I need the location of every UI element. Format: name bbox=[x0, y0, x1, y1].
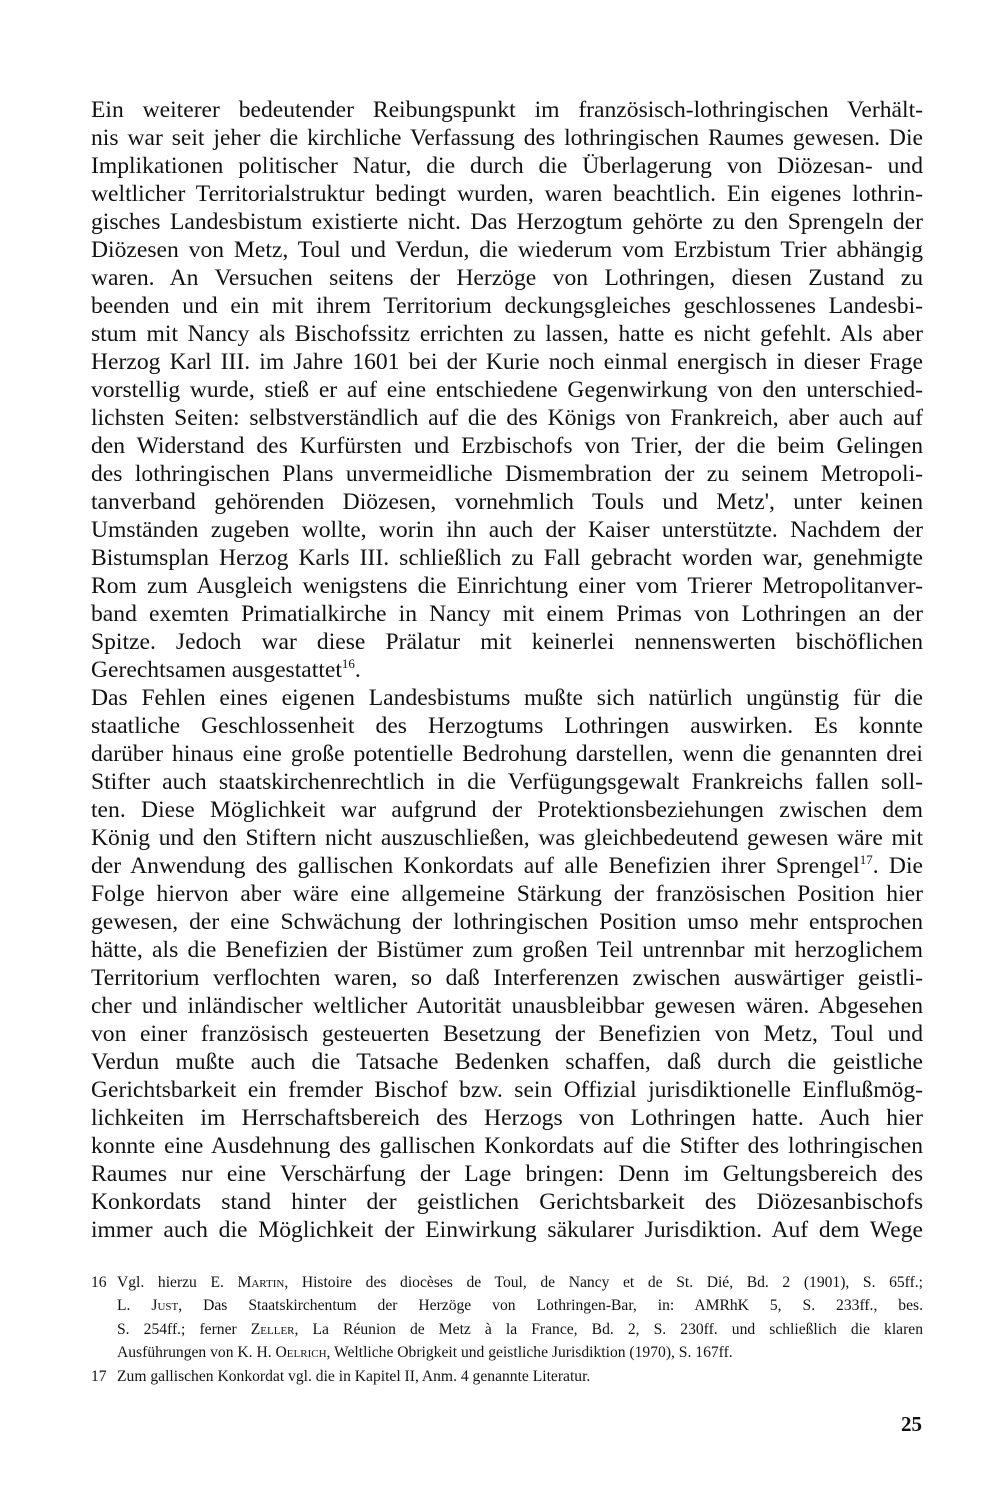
footnotes bbox=[91, 1271, 923, 1388]
author-name: Martin bbox=[237, 1274, 285, 1291]
text-line: Spitze. Jedoch war diese Prälatur mit keinerlei nennenswerten bischöflichen bbox=[91, 629, 923, 655]
footnote-line: Ausführungen von K. H. Oelrich, Weltliche Obrigkeit und geistliche Jurisdiktion (1970), S. 167ff. bbox=[117, 1344, 733, 1362]
footnote-line: Vgl. hierzu E. Martin, Histoire des diocèses de Toul, de Nancy et de St. Dié, Bd. 2 (1901), S. 65ff.; bbox=[117, 1274, 924, 1291]
text-line: Raumes nur eine Verschärfung der Lage bringen: Denn im Geltungsbereich des bbox=[91, 1161, 923, 1187]
author-name: Zeller bbox=[250, 1320, 295, 1338]
footnote-line: L. Just, Das Staatskirchentum der Herzöge von Lothringen-Bar, in: AMRhK 5, S. 233ff., bes. bbox=[117, 1297, 923, 1315]
text-line: der Anwendung des gallischen Konkordats auf alle Benefizien ihrer Sprengel$^{17}$. Die bbox=[91, 852, 923, 879]
text-line: beenden und ein mit ihrem Territorium deckungsgleiches geschlossenes Landesbi- bbox=[91, 293, 923, 319]
paragraph-1 bbox=[91, 96, 923, 684]
text-line: weltlicher Territorialstruktur bedingt wurden, waren beachtlich. Ein eigenes lothrin- bbox=[91, 181, 923, 207]
text-line: lichkeiten im Herrschaftsbereich des Herzogs von Lothringen hatte. Auch hier bbox=[91, 1105, 923, 1131]
text-line: Rom zum Ausgleich wenigstens die Einrichtung einer vom Trierer Metropolitanver- bbox=[91, 573, 923, 599]
text-line: Territorium verflochten waren, so daß Interferenzen zwischen auswärtiger geistli- bbox=[91, 965, 923, 991]
text-line: Das Fehlen eines eigenen Landesbistums mußte sich natürlich ungünstig für die bbox=[91, 685, 923, 711]
text-line: Verdun mußte auch die Tatsache Bedenken schaffen, daß durch die geistliche bbox=[91, 1049, 923, 1075]
text-line: lichsten Seiten: selbstverständlich auf die des Königs von Frankreich, aber auch auf bbox=[91, 405, 923, 431]
text-line: Stifter auch staatskirchenrechtlich in die Verfügungsgewalt Frankreichs fallen soll- bbox=[91, 769, 923, 795]
text-line: cher und inländischer weltlicher Autorität unausbleibbar gewesen wären. Abgesehen bbox=[91, 993, 923, 1019]
text-line: ten. Diese Möglichkeit war aufgrund der Protektionsbeziehungen zwischen dem bbox=[91, 797, 923, 823]
author-name: Oelrich bbox=[275, 1344, 327, 1362]
text-line: hätte, als die Benefizien der Bistümer zum großen Teil untrennbar mit herzoglichem bbox=[91, 937, 923, 963]
footnote-line: Zum gallischen Konkordat vgl. die in Kapitel II, Anm. 4 genannte Literatur. bbox=[117, 1367, 591, 1385]
text-line: darüber hinaus eine große potentielle Bedrohung darstellen, wenn die genannten drei bbox=[91, 741, 923, 767]
footnote-ref[interactable]: 16 bbox=[341, 656, 355, 671]
text-line: Gerechtsamen ausgestattet$^{16}$. bbox=[91, 656, 361, 683]
footnote-text bbox=[117, 1365, 923, 1388]
text-line: immer auch die Möglichkeit der Einwirkung säkularer Jurisdiktion. Auf dem Wege bbox=[91, 1217, 923, 1243]
main-text bbox=[91, 96, 923, 1244]
text-line: gewesen, der eine Schwächung der lothringischen Position umso mehr entsprochen bbox=[91, 909, 923, 935]
text-line: vorstellig wurde, stieß er auf eine entschiedene Gegenwirkung von den unterschied- bbox=[91, 377, 923, 403]
text-line: Herzog Karl III. im Jahre 1601 bei der Kurie noch einmal energisch in dieser Frage bbox=[91, 349, 923, 375]
author-name: Just bbox=[151, 1297, 179, 1315]
text-line: Ein weiterer bedeutender Reibungspunkt im französisch-lothringischen Verhält- bbox=[91, 97, 923, 123]
text-line: Diözesen von Metz, Toul und Verdun, die wiederum vom Erzbistum Trier abhängig bbox=[91, 237, 923, 263]
text-line: nis war seit jeher die kirchliche Verfassung des lothringischen Raumes gewesen. Die bbox=[91, 125, 923, 151]
text-line: Umständen zugeben wollte, worin ihn auch der Kaiser unterstützte. Nachdem der bbox=[91, 517, 923, 543]
footnote-ref[interactable]: 17 bbox=[859, 852, 873, 867]
text-line: Gerichtsbarkeit ein fremder Bischof bzw. sein Offizial jurisdiktionelle Einflußmög- bbox=[91, 1077, 923, 1103]
footnote-16 bbox=[91, 1271, 923, 1365]
text-line: konnte eine Ausdehnung des gallischen Konkordats auf die Stifter des lothringischen bbox=[91, 1133, 923, 1159]
page-number: 25 bbox=[901, 1412, 922, 1436]
text-line: staatliche Geschlossenheit des Herzogtums Lothringen auswirken. Es konnte bbox=[91, 713, 923, 739]
text-line: Bistumsplan Herzog Karls III. schließlich zu Fall gebracht worden war, genehmigte bbox=[91, 545, 923, 571]
text-line: Konkordats stand hinter der geistlichen Gerichtsbarkeit des Diözesanbischofs bbox=[91, 1189, 923, 1215]
text-line: von einer französisch gesteuerten Besetzung der Benefizien von Metz, Toul und bbox=[91, 1021, 923, 1047]
footnote-line: S. 254ff.; ferner Zeller, La Réunion de Metz à la France, Bd. 2, S. 230ff. und schließlich die klaren bbox=[117, 1320, 923, 1338]
text-line: tanverband gehörenden Diözesen, vornehmlich Touls und Metz', unter keinen bbox=[91, 489, 923, 515]
footnote-number: 17 bbox=[91, 1367, 107, 1385]
footnote-17 bbox=[91, 1365, 923, 1388]
text-line: den Widerstand des Kurfürsten und Erzbischofs von Trier, der die beim Gelingen bbox=[91, 433, 923, 459]
text-line: gisches Landesbistum existierte nicht. Das Herzogtum gehörte zu den Sprengeln der bbox=[91, 209, 923, 235]
footnote-text bbox=[117, 1271, 923, 1365]
paragraph-2 bbox=[91, 684, 923, 1244]
footnote-number: 16 bbox=[91, 1274, 107, 1291]
text-line: stum mit Nancy als Bischofssitz errichten zu lassen, hatte es nicht gefehlt. Als aber bbox=[91, 321, 923, 347]
text-line: band exemten Primatialkirche in Nancy mit einem Primas von Lothringen an der bbox=[91, 601, 923, 627]
text-line: des lothringischen Plans unvermeidliche Dismembration der zu seinem Metropoli- bbox=[91, 461, 923, 487]
text-line: König und den Stiftern nicht auszuschließen, was gleichbedeutend gewesen wäre mit bbox=[91, 825, 923, 851]
text-line: waren. An Versuchen seitens der Herzöge von Lothringen, diesen Zustand zu bbox=[91, 265, 923, 291]
text-line: Implikationen politischer Natur, die durch die Überlagerung von Diözesan- und bbox=[91, 153, 923, 179]
text-line: Folge hiervon aber wäre eine allgemeine Stärkung der französischen Position hier bbox=[91, 881, 923, 907]
